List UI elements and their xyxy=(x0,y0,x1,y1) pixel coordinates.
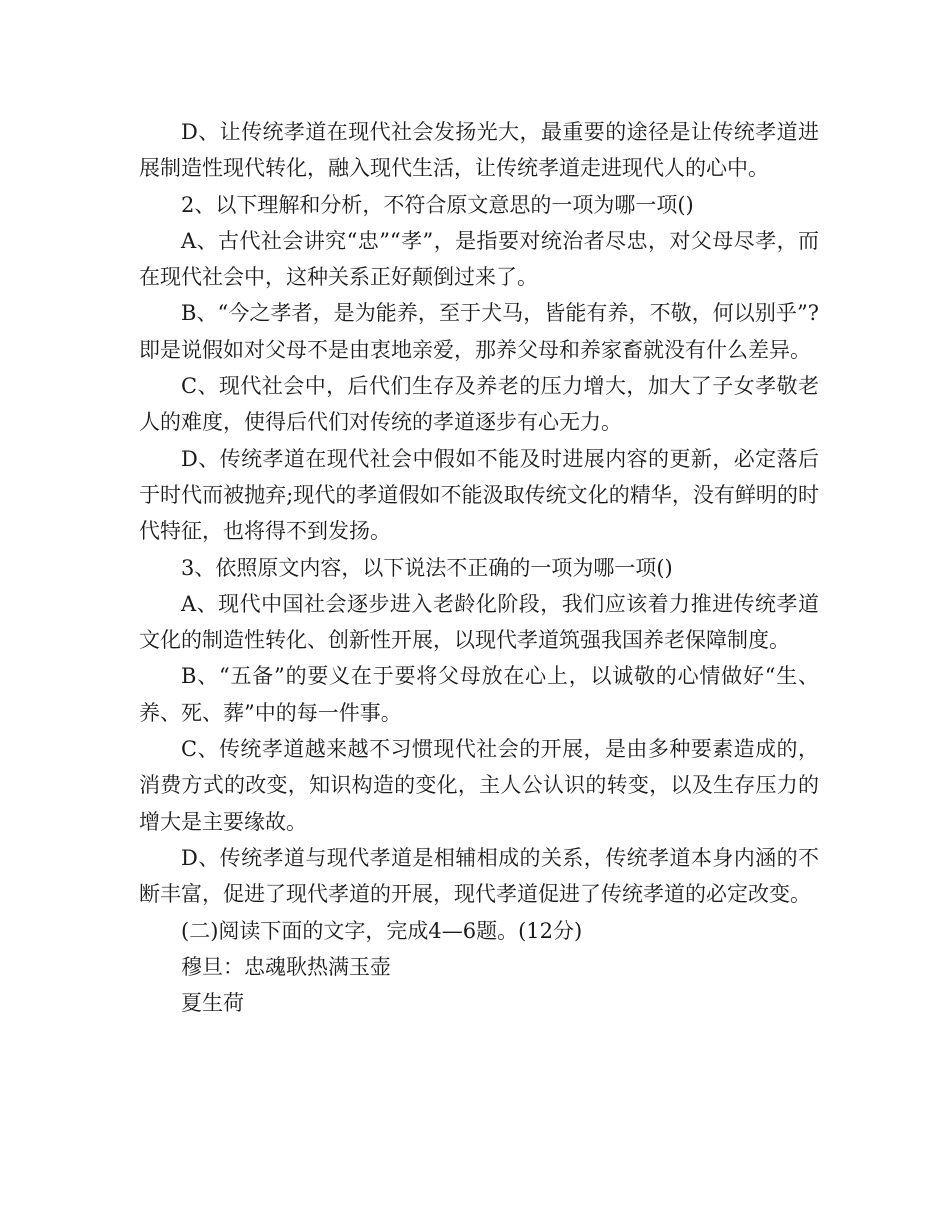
option-d-paragraph: D、让传统孝道在现代社会发扬光大，最重要的途径是让传统孝道进展制造性现代转化，融入现代生活，让传统孝道走进现代人的心中。 xyxy=(139,120,819,181)
question-2-option-b: B、“今之孝者，是为能养，至于犬马，皆能有养，不敬，何以别乎”?即是说假如对父母不是由衷地亲爱，那养父母和养家畜就没有什么差异。 xyxy=(139,301,819,362)
document-body xyxy=(139,114,819,1021)
question-2-option-a: A、古代社会讲究“忠”“孝”，是指要对统治者尽忠，对父母尽孝，而在现代社会中，这种关系正好颠倒过来了。 xyxy=(139,228,819,290)
question-3-option-a: A、现代中国社会逐步进入老龄化阶段，我们应该着力推进传统孝道文化的制造性转化、创新性开展，以现代孝道筑强我国养老保障制度。 xyxy=(139,591,819,653)
question-2-option-c: C、现代社会中，后代们生存及养老的压力增大，加大了子女孝敬老人的难度，使得后代们对传统的孝道逐步有心无力。 xyxy=(139,374,819,435)
article-title: 穆旦：忠魂耿热满玉壶 xyxy=(181,954,391,979)
question-2: 2、以下理解和分析，不符合原文意思的一项为哪一项() xyxy=(181,192,694,217)
question-3-option-d: D、传统孝道与现代孝道是相辅相成的关系，传统孝道本身内涵的不断丰富，促进了现代孝道的开展，现代孝道促进了传统孝道的必定改变。 xyxy=(139,845,819,907)
section-heading: (二)阅读下面的文字，完成4—6题。(12分) xyxy=(181,918,583,943)
question-3-option-c: C、传统孝道越来越不习惯现代社会的开展，是由多种要素造成的，消费方式的改变，知识构造的变化，主人公认识的转变，以及生存压力的增大是主要缘故。 xyxy=(139,737,819,834)
question-3: 3、依照原文内容，以下说法不正确的一项为哪一项() xyxy=(181,555,673,580)
article-author: 夏生荷 xyxy=(181,991,244,1016)
question-3-option-b: B、“五备”的要义在于要将父母放在心上，以诚敬的心情做好“生、养、死、葬”中的每一件事。 xyxy=(139,664,819,725)
question-2-option-d: D、传统孝道在现代社会中假如不能及时进展内容的更新，必定落后于时代而被抛弃;现代的孝道假如不能汲取传统文化的精华，没有鲜明的时代特征，也将得不到发扬。 xyxy=(139,446,819,544)
